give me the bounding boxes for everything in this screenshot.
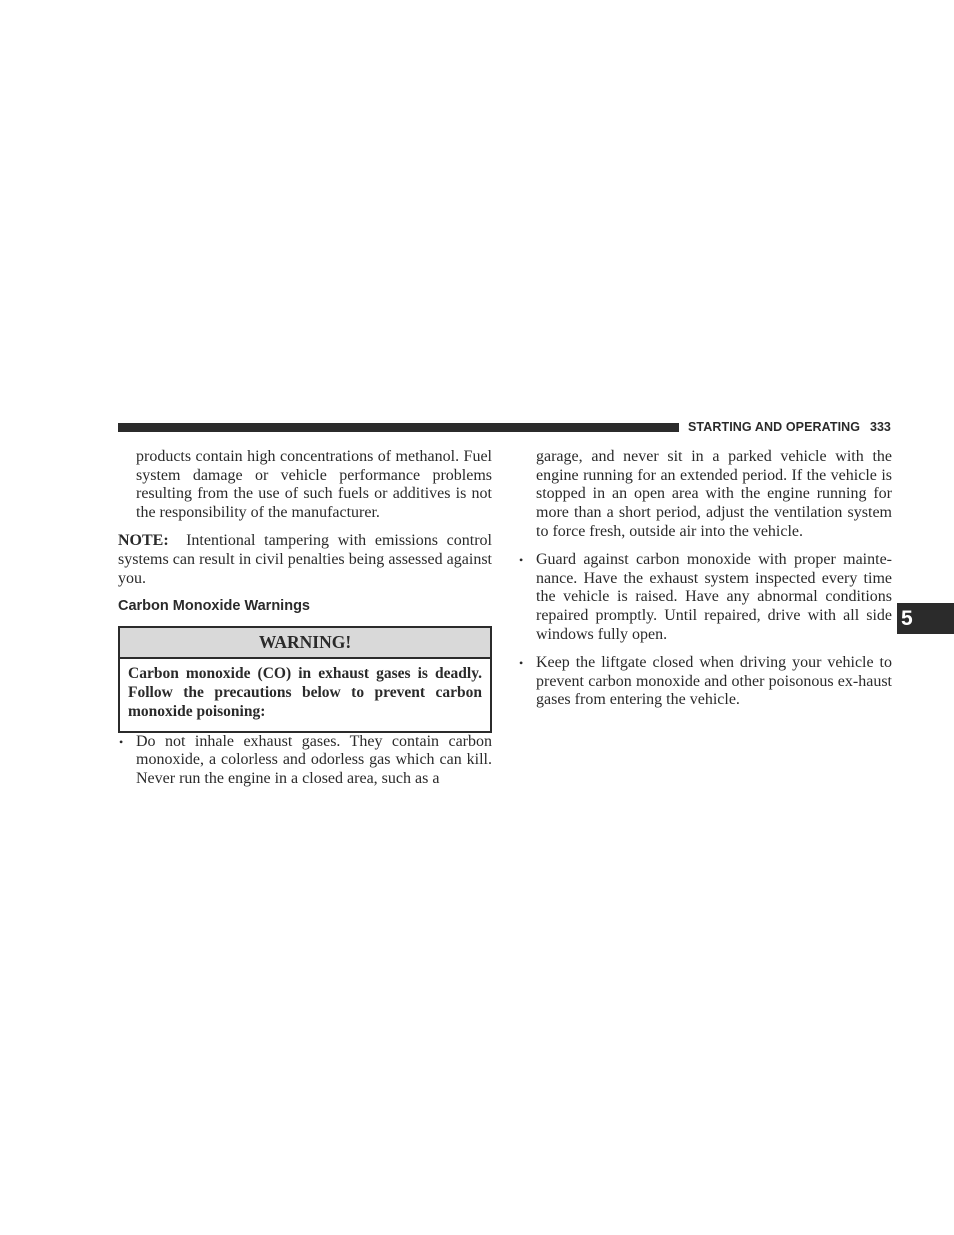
list-item-continued	[518, 448, 892, 542]
bullet-text: Do not inhale exhaust gases. They contain carbon monoxide, a colorless and odorless gas which can kill. Never run the engine in a closed area, such as a	[136, 732, 492, 787]
note-text: Intentional tampering with emissions control systems can result in civil penalties being assessed against you.	[118, 532, 492, 587]
bullet-list-left	[118, 733, 492, 789]
bullet-text: garage, and never sit in a parked vehicle with the engine running for an extended period. If the vehicle is stopped in an open area with the engine running for more than a short period, adjust the ventilation system to force fresh, outside air into the vehicle.	[536, 448, 892, 540]
header-rule	[118, 423, 679, 432]
bullet-icon: •	[519, 656, 524, 671]
note-paragraph	[118, 532, 492, 588]
bullet-list-right	[518, 448, 892, 710]
list-item	[118, 733, 492, 789]
right-column	[518, 448, 892, 710]
list-item	[518, 551, 892, 645]
section-title: STARTING AND OPERATING	[688, 420, 861, 434]
warning-title: WARNING!	[120, 628, 490, 659]
list-item	[518, 654, 892, 710]
warning-box	[118, 626, 492, 732]
bullet-icon: •	[519, 553, 524, 568]
bullet-text: Keep the liftgate closed when driving your vehicle to prevent carbon monoxide and other poisonous ex-haust gases from entering the vehicle.	[536, 654, 892, 709]
continued-paragraph: products contain high concentrations of methanol. Fuel system damage or vehicle performance problems resulting from the use of such fuels or additives is not the responsibility of the manufacturer.	[136, 448, 492, 522]
note-label: NOTE:	[118, 532, 169, 550]
bullet-text: Guard against carbon monoxide with proper mainte-nance. Have the exhaust system inspected every time the vehicle is raised. Have any abnormal conditions repaired promptly. Until repaired, drive with all side windows fully open.	[536, 551, 892, 643]
left-column	[118, 448, 492, 789]
warning-body: Carbon monoxide (CO) in exhaust gases is deadly. Follow the precautions below to prevent carbon monoxide poisoning:	[128, 665, 482, 720]
section-subheading: Carbon Monoxide Warnings	[118, 598, 310, 615]
chapter-tab: 5	[897, 603, 954, 634]
bullet-icon: •	[119, 734, 124, 749]
page-number: 333	[870, 420, 891, 434]
